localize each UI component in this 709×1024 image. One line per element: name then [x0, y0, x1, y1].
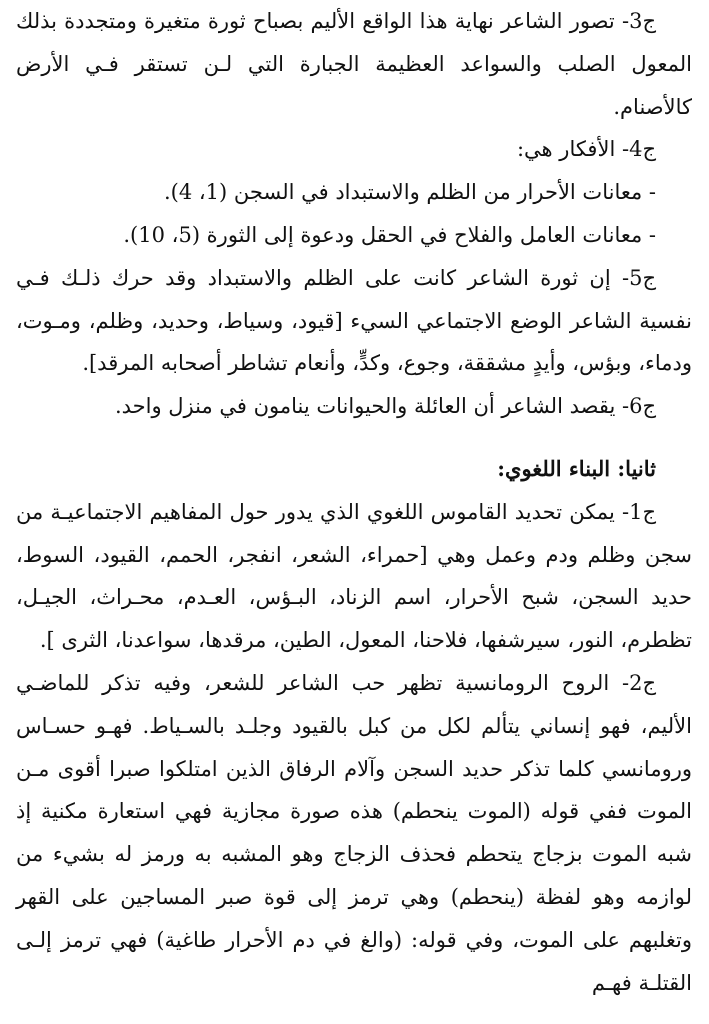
section-2-answer-2: ج2- الروح الرومانسية تظهر حب الشاعر للشعر، وفيه تذكر للماضـي الأليم، فهو إنساني يتألم لكل من كبل بالقيود وجلـد بالسـياط. فهـو حسـاس ورومانسي كلما تذكر حديد السجن وآلام الرفاق الذين امتلكوا صبرا أقوى مـن الموت ففي قوله (الموت ينحطم) هذه صورة مجازية فهي استعارة مكنية إذ شبه الموت بزجاج يتحطم فحذف الزجاج وهو المشبه به ورمز له بشيء من لوازمه وهو لفظة (ينحطم) وهي ترمز إلى قوة صبر المساجين على القهر وتغلبهم على الموت، وفي قوله: (والغ في دم الأحرار طاغية) فهي ترمز إلـى القتلـة فهـم [16, 670, 692, 995]
document-page [16, 0, 692, 1024]
section-gap [16, 428, 692, 448]
answer-6: ج6- يقصد الشاعر أن العائلة والحيوانات ينامون في منزل واحد. [114, 394, 656, 419]
section-2-answer-1: ج1- يمكن تحديد القاموس اللغوي الذي يدور حول المفاهيم الاجتماعيـة من سجن وظلم ودم وعمل وهي [حمراء، الشعر، انفجر، الحمم، القيود، السوط، حديد السجن، شبح الأحرار، اسم الزناد، البـؤس، العـدم، محـراث، الجيـل، تظطرم، النور، سيرشفها، فلاحنا، المعول، الطين، مرقدها، سواعدنا، الثرى ]. [16, 499, 692, 653]
answer-4-item-1: - معانات الأحرار من الظلم والاستبداد في السجن (1، 4). [163, 180, 656, 205]
answer-4-intro: ج4- الأفكار هي: [516, 137, 656, 162]
answer-5: ج5- إن ثورة الشاعر كانت على الظلم والاستبداد وقد حرك ذلـك فـي نفسية الشاعر الوضع الاجتماعي السيء [قيود، وسياط، وحديد، وظلم، ومـوت، ودماء، وبؤس، وأيدٍ مشققة، وجوع، وكدٍّ، وأنعام تشاطر أصحابه المرقد]. [16, 265, 692, 376]
answer-4-item-2: - معانات العامل والفلاح في الحقل ودعوة إلى الثورة (5، 10). [123, 222, 656, 247]
answer-3: ج3- تصور الشاعر نهاية هذا الواقع الأليم بصباح ثورة متغيرة ومتجددة بذلك المعول الصلب والسواعد العظيمة الجبارة التي لـن تستقر فـي الأرض كالأصنام. [16, 9, 692, 119]
section-2-heading: ثانيا: البناء اللغوي: [497, 455, 656, 481]
